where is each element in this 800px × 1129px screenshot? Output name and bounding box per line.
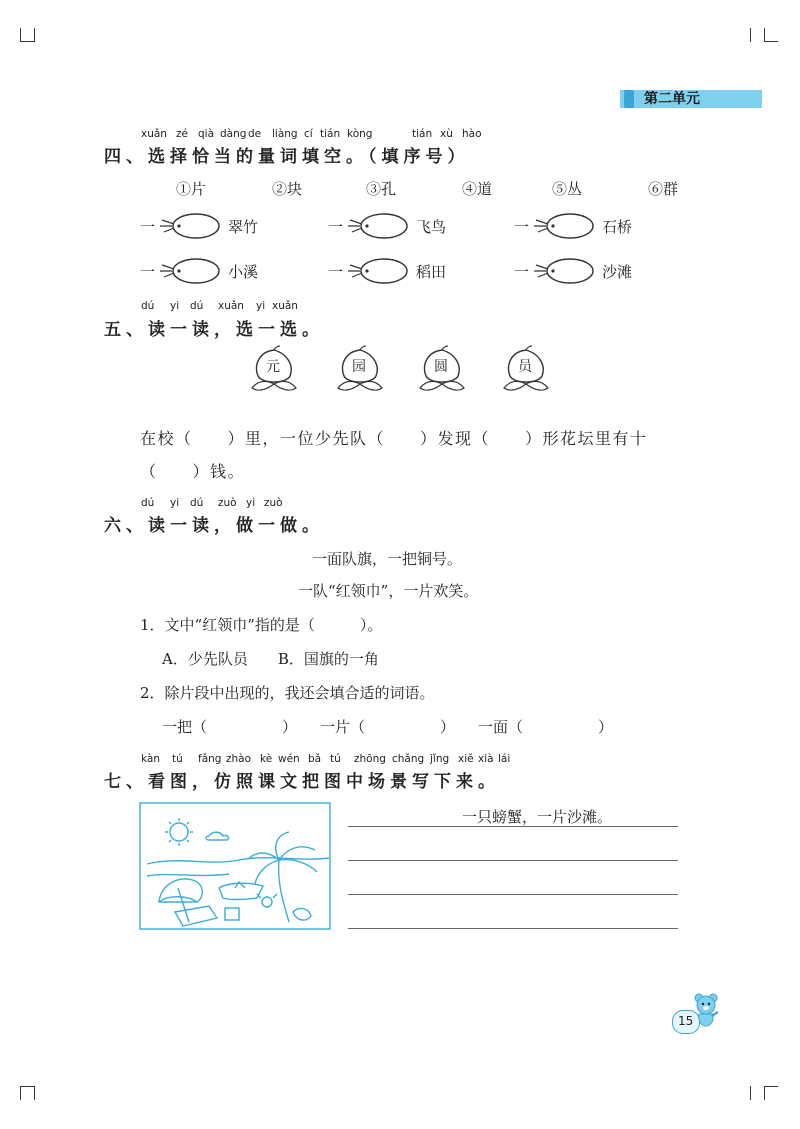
question-1[interactable]: 1．文中“红领巾”指的是（ ）。 xyxy=(140,616,383,634)
pinyin: lái xyxy=(498,753,511,765)
blank-prefix: 一 xyxy=(514,263,530,281)
example-sentence: 一只螃蟹，一片沙滩。 xyxy=(462,808,613,826)
blank-prefix: 一 xyxy=(514,218,530,236)
blank-prefix: 一 xyxy=(328,218,344,236)
answer-bubble-icon[interactable] xyxy=(152,255,226,287)
crop-mark xyxy=(764,1086,765,1100)
pinyin: jǐng xyxy=(430,753,450,765)
section-5-heading: 五、读一读，选一选。 xyxy=(104,320,324,340)
unit-title: 第二单元 xyxy=(644,91,700,107)
pinyin: yi xyxy=(256,300,266,312)
measure-word-target: 飞鸟 xyxy=(416,218,447,236)
fill-sentence-line-2[interactable]: （ ）钱。 xyxy=(140,462,246,481)
answer-blank[interactable]: 一把（ ） xyxy=(162,718,298,736)
pinyin: dàng xyxy=(220,128,247,140)
answer-blank[interactable]: 一面（ ） xyxy=(478,718,614,736)
answer-bubble-icon[interactable] xyxy=(340,255,414,287)
measure-word-target: 石桥 xyxy=(602,218,633,236)
crop-mark xyxy=(764,28,765,42)
fill-sentence-line-1[interactable]: 在校（ ）里，一位少先队（ ）发现（ ）形花坛里有十 xyxy=(140,429,648,448)
pinyin: tú xyxy=(330,753,341,765)
crop-mark xyxy=(34,28,35,42)
bear-mascot-icon xyxy=(690,992,720,1028)
pinyin: wén xyxy=(278,753,300,765)
pinyin: tián xyxy=(320,128,341,140)
crop-mark xyxy=(750,1086,751,1100)
section-4-heading: 四、选择恰当的量词填空。（填序号） xyxy=(104,147,470,167)
crop-mark xyxy=(20,28,21,42)
crop-mark xyxy=(764,1086,778,1087)
pinyin: cí xyxy=(304,128,313,140)
pinyin: yi xyxy=(246,497,256,509)
pinyin: qià xyxy=(198,128,215,140)
beach-scene-illustration xyxy=(139,802,331,930)
measure-word-target: 小溪 xyxy=(228,263,259,281)
pinyin: dú xyxy=(141,497,155,509)
measure-word-target: 稻田 xyxy=(416,263,447,281)
pinyin: liàng xyxy=(272,128,298,140)
option-5: ⑤丛 xyxy=(552,180,583,198)
writing-line[interactable] xyxy=(348,860,678,861)
pinyin: de xyxy=(248,128,262,140)
pinyin: tián xyxy=(412,128,433,140)
pinyin: chǎng xyxy=(392,753,425,765)
blank-prefix: 一 xyxy=(140,218,156,236)
poem-line-2: 一队“红领巾”，一片欢笑。 xyxy=(298,582,479,600)
pinyin: yi xyxy=(170,497,180,509)
answer-bubble-icon[interactable] xyxy=(526,210,600,242)
poem-line-1: 一面队旗，一把铜号。 xyxy=(312,550,463,568)
pinyin: xuǎn xyxy=(218,300,244,312)
writing-line[interactable] xyxy=(348,928,678,929)
option-1: ①片 xyxy=(176,180,207,198)
pinyin: zuò xyxy=(264,497,283,509)
pinyin: bǎ xyxy=(308,753,322,765)
pinyin: tú xyxy=(172,753,183,765)
choice-character[interactable]: 圆 xyxy=(434,359,448,375)
crop-mark xyxy=(34,1086,35,1100)
choice-character[interactable]: 元 xyxy=(266,359,280,375)
measure-word-target: 翠竹 xyxy=(228,218,259,236)
crop-mark xyxy=(20,1086,34,1087)
pinyin: xuǎn xyxy=(272,300,298,312)
choice-character[interactable]: 园 xyxy=(352,359,366,375)
crop-mark xyxy=(20,1086,21,1100)
blank-prefix: 一 xyxy=(140,263,156,281)
writing-line[interactable] xyxy=(348,894,678,895)
option-4: ④道 xyxy=(462,180,493,198)
pinyin: hào xyxy=(462,128,482,140)
pinyin: dú xyxy=(141,300,155,312)
answer-blank[interactable]: 一片（ ） xyxy=(320,718,456,736)
pinyin: zuò xyxy=(218,497,237,509)
crop-mark xyxy=(764,41,778,42)
section-7-heading: 七、看图，仿照课文把图中场景写下来。 xyxy=(104,772,500,792)
pinyin: xià xyxy=(478,753,494,765)
unit-tag xyxy=(620,90,762,108)
pinyin: kàn xyxy=(141,753,160,765)
unit-tag-marker xyxy=(624,90,634,108)
blank-prefix: 一 xyxy=(328,263,344,281)
pinyin: xuǎn xyxy=(141,128,167,140)
pinyin: fǎng xyxy=(198,753,222,765)
answer-bubble-icon[interactable] xyxy=(340,210,414,242)
option-2: ②块 xyxy=(272,180,303,198)
question-1-options[interactable]: A．少先队员 B．国旗的一角 xyxy=(162,650,379,668)
crop-mark xyxy=(750,28,751,42)
answer-bubble-icon[interactable] xyxy=(526,255,600,287)
pinyin: xiě xyxy=(458,753,474,765)
pinyin: kòng xyxy=(347,128,373,140)
pinyin: xù xyxy=(440,128,453,140)
option-3: ③孔 xyxy=(366,180,397,198)
pinyin: zhōng xyxy=(354,753,386,765)
writing-line[interactable] xyxy=(348,826,678,827)
answer-bubble-icon[interactable] xyxy=(152,210,226,242)
measure-word-target: 沙滩 xyxy=(602,263,633,281)
choice-character[interactable]: 员 xyxy=(518,359,532,375)
pinyin: dú xyxy=(190,497,204,509)
pinyin: zhào xyxy=(226,753,252,765)
pinyin: zé xyxy=(176,128,188,140)
pinyin: dú xyxy=(190,300,204,312)
section-6-heading: 六、读一读，做一做。 xyxy=(104,516,324,536)
pinyin: kè xyxy=(260,753,273,765)
option-6: ⑥群 xyxy=(648,180,679,198)
crop-mark xyxy=(20,41,34,42)
question-2: 2．除片段中出现的，我还会填合适的词语。 xyxy=(140,684,435,702)
page-number: 15 xyxy=(678,1014,694,1028)
pinyin: yi xyxy=(170,300,180,312)
